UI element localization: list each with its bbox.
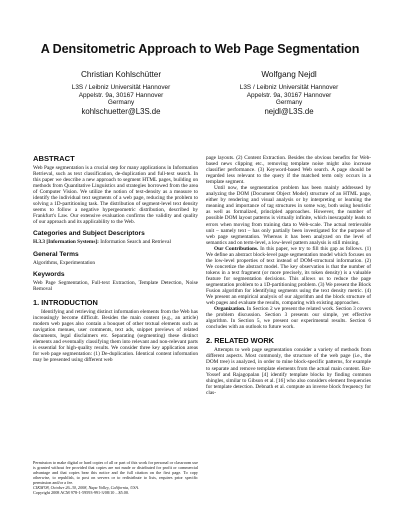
footnote-copyright: Copyright 2008 ACM 978-1-59593-991-3/08/10 ...$5.00.	[33, 490, 129, 495]
organization-text: In Section 2 we present the related work. Section 3 covers the problem discussion. Section 3 presents our simple, yet effective algorithm. In Section 5, we present our experimental results. Section 6 concludes with an outlook to future work.	[206, 306, 371, 331]
contributions-text: In this paper, we try to fill this gap as follows. (1) We define an abstract block-level page segmentation model which focuses on the low-level properties of text instead of DOM-structural information. (2) We concretize the abstract model. The key observation is that the number of tokens in a text fragment (or more precisely, its token density) is a valuable feature for segmentation decisions. This allows us to reduce the page segmentation problem to a 1D-partitioning problem. (3) We present the Block Fusion algorithm for identifying segments using the text density metric. (4) We present an empirical analysis of our algorithm and the block structure of web pages and evaluate the results, comparing with existing approaches.	[206, 245, 371, 307]
categories-value: Information Search and Retrieval	[98, 239, 171, 246]
footnote-venue: CIKM'08, October 26–30, 2008, Napa Valley, California, USA.	[33, 485, 139, 490]
author-affiliation-line: L3S / Leibniz Universität Hannover	[239, 84, 339, 91]
abstract-heading: ABSTRACT	[33, 154, 75, 163]
keywords-heading: Keywords	[33, 270, 65, 278]
introduction-heading: 1. INTRODUCTION	[33, 297, 98, 307]
right-column	[206, 155, 371, 396]
author-affiliation-line: Appelstr. 9a, 30167 Hannover	[78, 91, 164, 99]
introduction-continued: page layouts. (2) Content Extraction. Besides the obvious benefits for Web-based news clipping etc., removing template noise might also increase classifier performance. (3) Keyword-based Web search. A page should be regarded less relevant to the query if the matched term only occurs in a template segment.	[206, 155, 371, 186]
paper-title: A Densitometric Approach to Web Page Segmentation	[40, 42, 360, 56]
author-affiliation-line: Appelstr. 9a, 30167 Hannover	[246, 91, 332, 99]
categories-text	[33, 239, 198, 245]
contributions-paragraph	[206, 246, 371, 306]
organization-paragraph	[206, 306, 371, 330]
organization-label: Organization.	[214, 306, 246, 313]
categories-heading: Categories and Subject Descriptors	[33, 230, 145, 238]
terms-text: Algorithms, Experimentation	[33, 259, 96, 266]
abstract-text: Web Page segmentation is a crucial step for many applications in Information Retrieval, such as text classification, de-duplication and full-text search. In this paper we describe a new approach to segment HTML pages, building on methods from Quantitative Linguistics and strategies borrowed from the area of Computer Vision. We utilize the notion of text-density as a measure to identify the individual text segments of a web page, reducing the problem to solving a 1D-partitioning task. The distribution of segment-level text density seems to follow a negative hypergeometric distribution, described by Frankfurt's Law. Our extensive evaluation confirms the validity and quality of our approach and its applicability to the Web.	[33, 165, 198, 226]
categories-label: H.3.3 [Information Systems]:	[33, 239, 99, 246]
author-name: Wolfgang Nejdl	[261, 70, 317, 79]
author-affiliation-line: L3S / Leibniz Universität Hannover	[71, 84, 171, 91]
left-column	[33, 154, 198, 363]
copyright-footnote	[33, 460, 198, 495]
author-name: Christian Kohlschütter	[80, 70, 162, 79]
contributions-label: Our Contributions.	[214, 245, 259, 252]
author-block-2	[209, 70, 369, 116]
introduction-paragraph: Until now, the segmentation problem has been mainly addressed by analyzing the DOM (Document Object Model) structure of an HTML page, either by rendering and visual analysis or by interpreting or learning the meaning and importance of tag structures in some way, both using heuristic as well as formalized, principled approaches. However, the number of possible DOM layout patterns is virtually infinite, which inescapably leads to errors when moving from training data to Web-scale. The actual retrievable unit – namely text – has only partially been investigated for the purpose of web page segmentation. Whereas it has been analyzed on the level of semantics and on term-level, a low-level pattern analysis is still missing.	[206, 185, 371, 246]
keywords-text: Web Page Segmentation, Full-text Extraction, Template Detection, Noise Removal	[33, 279, 198, 292]
footnote-permission: Permission to make digital or hard copies of all or part of this work for personal or classroom use is granted without fee provided that copies are not made or distributed for profit or commercial advantage and that copies bear this notice and the full citation on the first page. To copy otherwise, to republish, to post on servers or to redistribute to lists, requires prior specific permission and/or a fee.	[33, 460, 198, 485]
author-email: kohlschuetter@L3S.de	[81, 106, 161, 116]
author-affiliation-line: Germany	[107, 99, 135, 107]
author-affiliation-line: Germany	[275, 99, 303, 107]
terms-heading: General Terms	[33, 250, 79, 258]
related-work-text: Attempts to web page segmentation consider a variety of methods from different aspects. Most commonly, the structure of the web page (i.e., the DOM tree) is analyzed, in order to mine block-specific patterns, for example to separate and remove template elements from the actual main content. Bar-Yossef and Rajagopalan [4] identify template blocks by finding common shingles, similar to Gibson et al. [16] who also considers element frequencies for template detection. Debnath et al. compute an inverse block frequency for clas-	[206, 347, 371, 396]
author-block-1	[41, 70, 201, 116]
author-email: nejdl@L3S.de	[264, 106, 314, 116]
related-work-heading: 2. RELATED WORK	[206, 336, 275, 346]
introduction-text: Identifying and retrieving distinct information elements from the Web has increasingly become difficult. Besides the main content (e.g., an article) modern web pages also contain a bouquet of other textual elements such as navigation menues, user comments, text ads, snippet previews of related documents, legal disclaimers etc. Separating (segmenting) these distinct elements and eventually classifying them into relevant and non-relevant parts is essential for high-quality results. We consider three key application areas for web page segmentation: (1) De-duplication. Identical content information may be presented using different web	[33, 308, 198, 364]
